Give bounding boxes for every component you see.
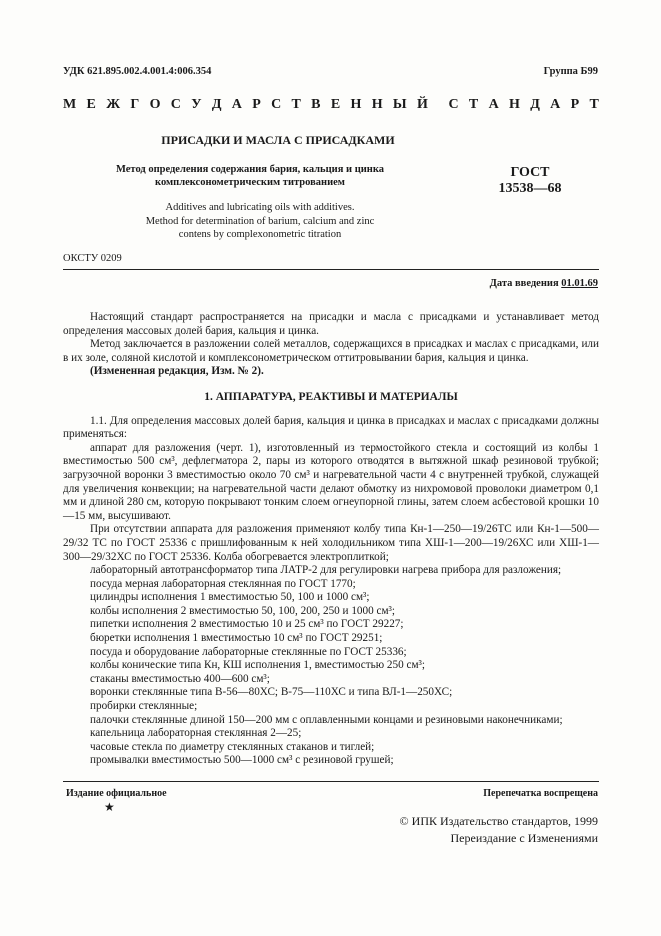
list-item: цилиндры исполнения 1 вместимостью 50, 100 и 1000 см³;	[90, 591, 370, 604]
reissue-note: Переиздание с Изменениями	[450, 831, 598, 845]
list-item: колбы конические типа Кн, КШ исполнения 1, вместимостью 250 см³;	[90, 659, 426, 672]
paragraph: 1.1. Для определения массовых долей бария, кальция и цинка в присадках и маслах с присадками должны применяться:	[63, 414, 599, 441]
copyright-notice: © ИПК Издательство стандартов, 1999	[399, 814, 598, 828]
list-item: пипетки исполнения 2 вместимостью 10 и 25 см³ по ГОСТ 29227;	[90, 618, 404, 631]
list-item: пробирки стеклянные;	[90, 700, 198, 713]
divider	[63, 269, 599, 270]
list-item: колбы исполнения 2 вместимостью 50, 100, 200, 250 и 1000 см³;	[90, 604, 396, 617]
list-item: посуда и оборудование лабораторные стеклянные по ГОСТ 25336;	[90, 645, 407, 658]
paragraph: Настоящий стандарт распространяется на присадки и масла с присадками и устанавливает метод определения массовых долей бария, кальция и цинка.	[63, 311, 599, 337]
document-body	[63, 311, 599, 768]
gost-number: ГОСТ 13538—68	[498, 165, 562, 196]
document-title: ПРИСАДКИ И МАСЛА С ПРИСАДКАМИ	[161, 133, 395, 147]
list-item: промывалки вместимостью 500—1000 см³ с резиновой грушей;	[90, 754, 394, 767]
document-subtitle: Метод определения содержания бария, кальция и цинка комплексонометрическим титрованием	[116, 164, 384, 188]
english-title: Additives and lubricating oils with additives. Method for determination of barium, calcium and zinc contens by complexonometric titration	[145, 202, 375, 240]
reprint-prohibited-label: Перепечатка воспрещена	[483, 788, 598, 799]
paragraph: Метод заключается в разложении солей металлов, содержащихся в присадках и маслах с присадками, или в их золе, соляной кислотой и комплексонометрическом оттитровывании бария, кальция и цинка.	[63, 338, 599, 364]
introduction-date: Дата введения 01.01.69	[489, 278, 598, 289]
list-item: воронки стеклянные типа В-56—80ХС; В-75—110ХС и типа ВЛ-1—250ХС;	[90, 686, 453, 699]
list-item: часовые стекла по диаметру стеклянных стаканов и тиглей;	[90, 740, 375, 753]
standard-type-heading: М Е Ж Г О С У Д А Р С Т В Е Н Н Ы Й С Т А Н Д А Р Т	[63, 97, 599, 112]
section-heading: 1. АППАРАТУРА, РЕАКТИВЫ И МАТЕРИАЛЫ	[204, 390, 458, 403]
group-code: Группа Б99	[543, 66, 598, 77]
list-item: посуда мерная лабораторная стеклянная по ГОСТ 1770;	[90, 577, 356, 590]
list-item: палочки стеклянные длиной 150—200 мм с оплавленными концами и резиновыми наконечниками;	[90, 713, 563, 726]
list-item: бюретки исполнения 1 вместимостью 10 см³ по ГОСТ 29251;	[90, 632, 383, 645]
footer-divider	[63, 781, 599, 782]
amendment-note: (Измененная редакция, Изм. № 2).	[90, 365, 264, 378]
okstu-code: ОКСТУ 0209	[63, 253, 122, 264]
star-icon: ★	[104, 800, 115, 814]
paragraph: При отсутствии аппарата для разложения применяют колбу типа Кн-1—250—19/26ТС или Кн-1—500—29/32 ТС по ГОСТ 25336 с пришлифованным к ней холодильником типа ХШ-1—200—19/26ХС или ХШ-1—300—29/32ХС по ГОСТ 25336. Колба обогревается электроплиткой;	[63, 523, 599, 563]
udk-code: УДК 621.895.002.4.001.4:006.354	[63, 66, 212, 77]
official-edition-label: Издание официальное	[66, 788, 167, 799]
list-item: стаканы вместимостью 400—600 см³;	[90, 672, 270, 685]
paragraph: аппарат для разложения (черт. 1), изготовленный из термостойкого стекла и состоящий из колбы 1 вместимостью 500 см³, дефлегматора 2, пары из которого отводятся в вытяжной шкаф резиновой трубкой; загрузочной воронки 3 вместимостью около 70 см³ и нагревательной части 4 с внутренней трубкой, служащей для увеличения конвекции; на нагревательной части делают обмотку из нихромовой проволоки диаметром 0,1 мм и длиной 280 см, которую покрывают тонким слоем огнеупорной глины, затем слоем асбестовой крошки 10—15 мм, высушивают.	[63, 441, 599, 522]
list-item: лабораторный автотрансформатор типа ЛАТР-2 для регулировки нагрева прибора для разложения;	[90, 564, 562, 577]
list-item: капельница лабораторная стеклянная 2—25;	[90, 727, 302, 740]
